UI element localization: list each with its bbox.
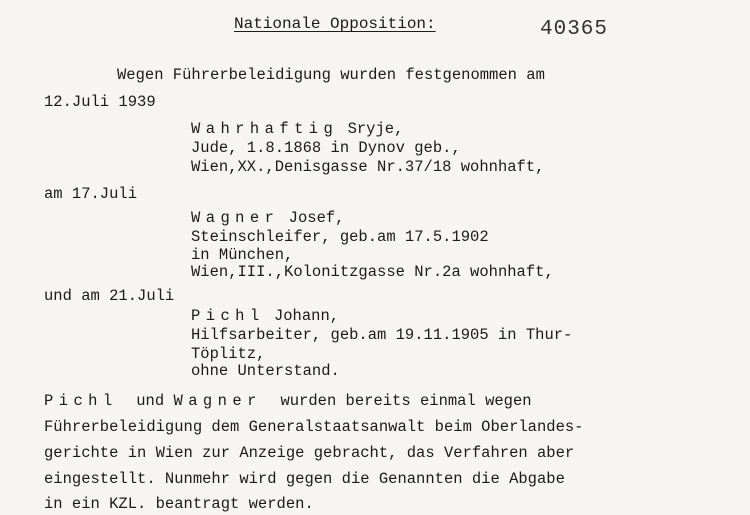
closing-conjunction: und (136, 392, 165, 410)
person-detail: ohne Unterstand. (191, 362, 340, 380)
person-detail: Hilfsarbeiter, geb.am 19.11.1905 in Thur- (191, 326, 573, 344)
person-detail: Steinschleifer, geb.am 17.5.1902 (191, 228, 489, 246)
person-given-name: Josef, (288, 209, 345, 227)
closing-name-1: Pichl (44, 392, 118, 410)
closing-line: in ein KZL. beantragt werden. (44, 495, 314, 513)
closing-line: Führerbeleidigung dem Generalstaatsanwalt beim Oberlandes- (44, 418, 584, 436)
person-name-1 (191, 119, 403, 139)
closing-line-1 (44, 391, 532, 411)
closing-line: eingestellt. Nunmehr wird gegen die Genannten die Abgabe (44, 470, 565, 488)
arrest-date-1: 12.Juli 1939 (44, 93, 156, 111)
page-title: Nationale Opposition: (234, 15, 436, 33)
closing-line: gerichte in Wien zur Anzeige gebracht, das Verfahren aber (44, 444, 575, 462)
person-detail: Töplitz, (191, 345, 266, 363)
archive-number: 40365 (540, 18, 609, 41)
intro-text: Wegen Führerbeleidigung wurden festgenommen am (117, 66, 545, 84)
person-surname: Pichl (191, 307, 265, 325)
person-surname: Wahrhaftig (191, 120, 339, 138)
person-detail: Jude, 1.8.1868 in Dynov geb., (191, 139, 461, 157)
person-surname: Wagner (191, 209, 280, 227)
person-detail: in München, (191, 246, 294, 264)
person-given-name: Johann, (273, 307, 340, 325)
person-name-3 (191, 306, 339, 326)
person-name-2 (191, 208, 344, 228)
person-detail: Wien,XX.,Denisgasse Nr.37/18 wohnhaft, (191, 158, 545, 176)
arrest-date-2: am 17.Juli (44, 185, 138, 203)
person-given-name: Sryje, (347, 120, 404, 138)
arrest-date-3: und am 21.Juli (44, 287, 175, 305)
closing-text: wurden bereits einmal wegen (280, 392, 532, 410)
person-detail: Wien,III.,Kolonitzgasse Nr.2a wohnhaft, (191, 263, 554, 281)
closing-name-2: Wagner (173, 392, 262, 410)
